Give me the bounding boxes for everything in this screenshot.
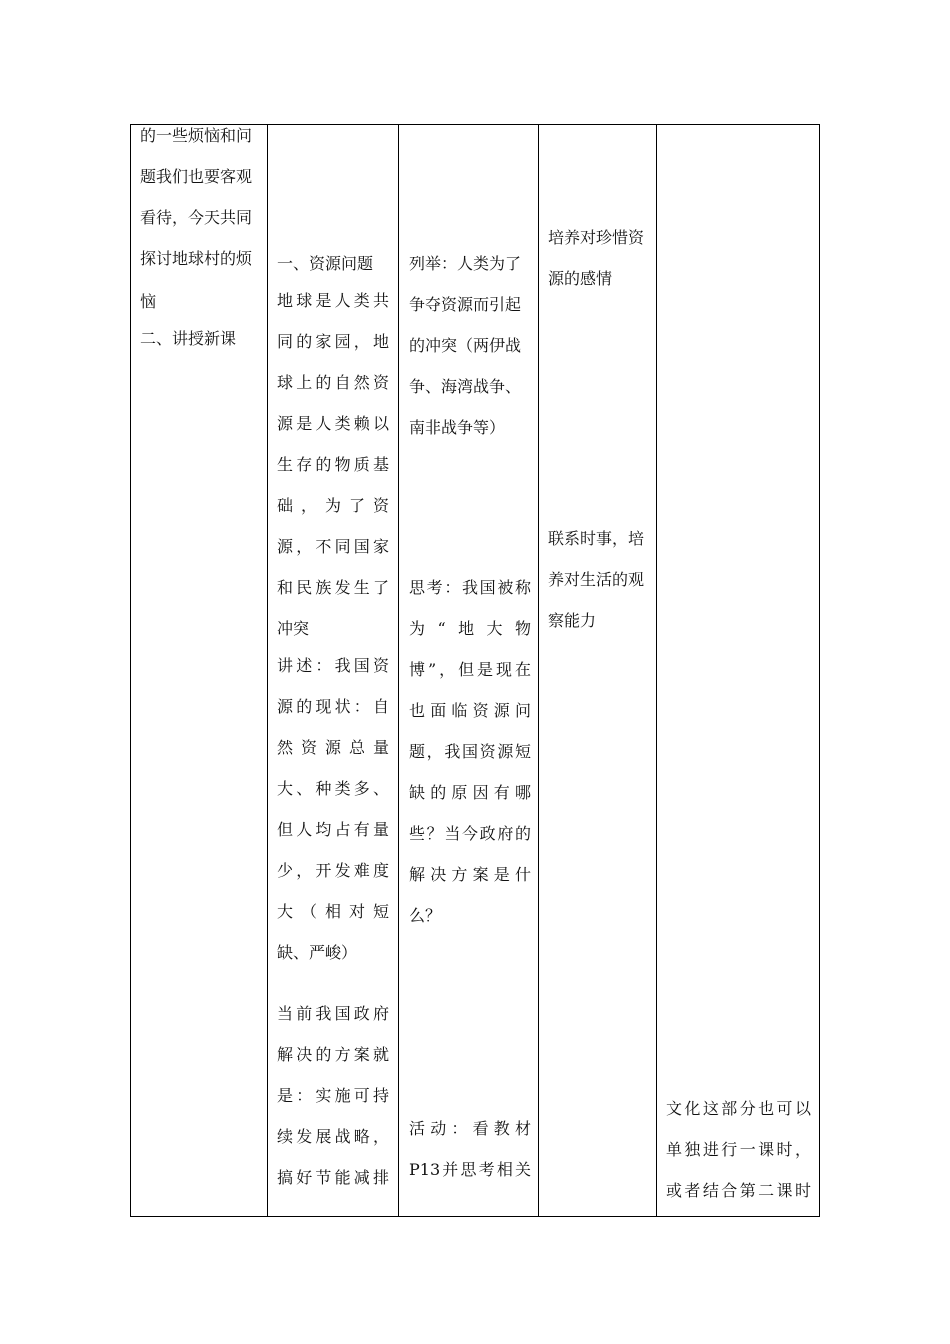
content-line: 当前我国政府 [277, 1004, 389, 1023]
activity-line: 活动：看教材 [409, 1119, 531, 1138]
activity-line: 争夺资源而引起 [409, 295, 522, 314]
intent-line: 联系时事，培 [548, 529, 645, 548]
activity-line: 也面临资源问 [409, 701, 531, 720]
content-line: 讲述：我国资 [277, 656, 389, 675]
activity-line: 争、海湾战争、 [409, 377, 522, 396]
content-line: 础，为了资 [277, 496, 389, 515]
content-line: 少，开发难度 [277, 861, 389, 880]
content-line: 搞好节能减排 [277, 1168, 389, 1187]
process-line: 探讨地球村的烦 [140, 249, 253, 268]
content-line: 同的家园，地 [277, 332, 389, 351]
process-line: 看待，今天共同 [140, 208, 253, 227]
activity-line: 缺的原因有哪 [409, 783, 531, 802]
intent-line: 源的感情 [548, 269, 613, 288]
intent-line: 察能力 [548, 611, 597, 630]
activity-line: 南非战争等） [409, 418, 506, 437]
content-line: 球上的自然资 [277, 373, 389, 392]
content-line: 是：实施可持 [277, 1086, 389, 1105]
activity-line: 么？ [409, 906, 442, 925]
activity-line: 为“地大物 [409, 619, 531, 638]
content-line: 大（相对短 [277, 902, 389, 921]
activity-line: 思考：我国被称 [409, 578, 531, 597]
content-line: 源是人类赖以 [277, 414, 389, 433]
process-line: 恼 [140, 292, 157, 311]
teacher-content-cell [268, 125, 398, 1216]
content-line: 和民族发生了 [277, 578, 389, 597]
intent-line: 培养对珍惜资 [548, 228, 645, 247]
notes-line: 单独进行一课时， [666, 1140, 811, 1159]
activity-line: 题，我国资源短 [409, 742, 531, 761]
content-line: 源的现状：自 [277, 697, 389, 716]
notes-cell [657, 125, 819, 1216]
process-line: 的一些烦恼和问 [140, 126, 253, 145]
section-heading: 二、讲授新课 [140, 329, 237, 348]
topic-heading: 一、资源问题 [277, 254, 374, 273]
intent-line: 养对生活的观 [548, 570, 645, 589]
design-intent-cell [539, 125, 656, 1216]
process-cell [131, 125, 267, 1216]
activity-line: P13并思考相关 [409, 1160, 531, 1179]
activity-line: 些？当今政府的 [409, 824, 531, 843]
activity-line: 博”，但是现在 [409, 660, 531, 679]
content-line: 然资源总量 [277, 738, 389, 757]
activity-line: 列举：人类为了 [409, 254, 522, 273]
content-line: 源，不同国家 [277, 537, 389, 556]
notes-line: 或者结合第二课时 [666, 1181, 811, 1200]
content-line: 解决的方案就 [277, 1045, 389, 1064]
activity-line: 的冲突（两伊战 [409, 336, 522, 355]
lesson-plan-table [130, 124, 820, 1217]
student-activity-cell [399, 125, 538, 1216]
notes-line: 文化这部分也可以 [666, 1099, 811, 1118]
process-line: 题我们也要客观 [140, 167, 253, 186]
content-line: 地球是人类共 [277, 291, 389, 310]
content-line: 但人均占有量 [277, 820, 389, 839]
content-line: 冲突 [277, 619, 310, 638]
content-line: 生存的物质基 [277, 455, 389, 474]
activity-line: 解决方案是什 [409, 865, 531, 884]
content-line: 大、种类多、 [277, 779, 389, 798]
content-line: 缺、严峻） [277, 943, 358, 962]
content-line: 续发展战略， [277, 1127, 389, 1146]
